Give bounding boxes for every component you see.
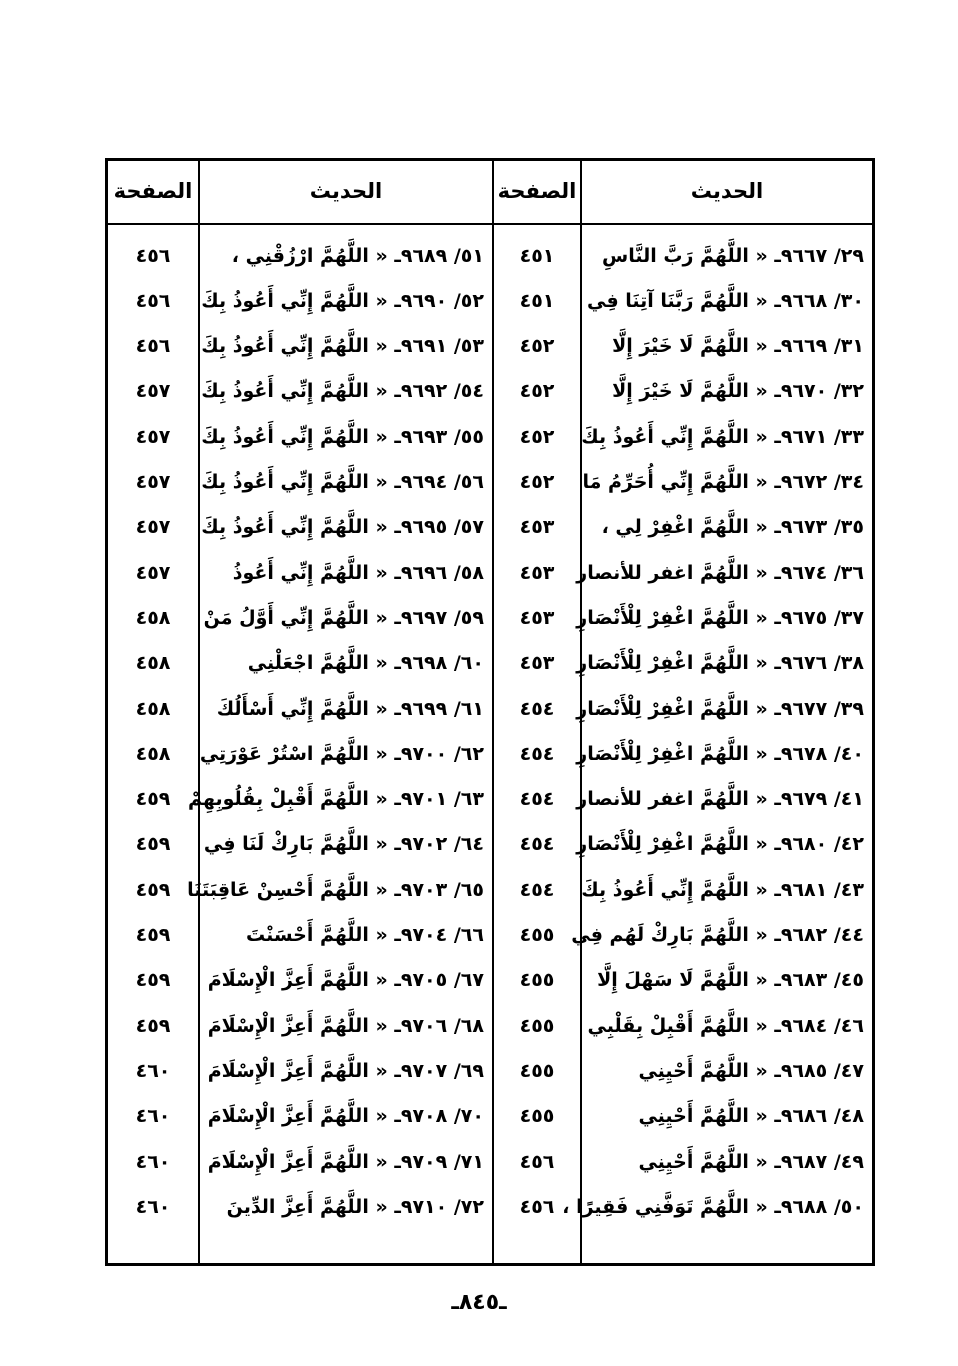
right-hadith-entry: ٣٧/ ٩٦٧٥ـ « اللَّهُمَّ اغْفِرْ لِلْأَنْصَارِ [576, 606, 864, 629]
left-hadith-entry: ٥٩/ ٩٦٩٧ـ « اللَّهُمَّ إِنِّي أَوَّلُ مَنْ [203, 606, 484, 629]
left-page-number: ٤٦٠ [135, 1059, 171, 1082]
right-hadith-entry: ٤٤/ ٩٦٨٢ـ « اللَّهُمَّ بَارِكْ لَهُم فِي [571, 924, 864, 946]
left-page-number: ٤٦٠ [135, 1105, 171, 1128]
right-page-number: ٤٥٦ [519, 1195, 555, 1218]
left-page-number: ٤٥٩ [135, 833, 171, 856]
left-page-number: ٤٥٦ [135, 244, 171, 267]
right-hadith-entry: ٣٨/ ٩٦٧٦ـ « اللَّهُمَّ اغْفِرْ لِلْأَنْصَارِ [576, 652, 864, 675]
right-page-number: ٤٥٣ [519, 516, 555, 539]
left-hadith-entry: ٦٧/ ٩٧٠٥ـ « اللَّهُمَّ أَعِزَّ الْإِسْلَامَ [207, 969, 484, 992]
left-hadith-entry: ٦٠/ ٩٦٩٨ـ « اللَّهُمَّ اجْعَلْنِي [247, 652, 484, 675]
left-hadith-entry: ٦٣/ ٩٧٠١ـ « اللَّهُمَّ أَقْبِلْ بِقُلُوبِهِمْ [188, 788, 484, 811]
right-page-number: ٤٥٥ [519, 1014, 555, 1037]
table-row [108, 1003, 872, 1048]
header-divider [108, 223, 872, 225]
right-page-number: ٤٥٥ [519, 1059, 555, 1082]
right-page-number: ٤٥٢ [519, 380, 555, 403]
right-page-number: ٤٥٣ [519, 652, 555, 675]
right-page-number: ٤٥٥ [519, 924, 555, 946]
right-hadith-entry: ٤١/ ٩٦٧٩ـ « اللَّهُمَّ اغفر للأنصار [576, 788, 864, 811]
table-row [108, 324, 872, 369]
left-page-number: ٤٦٠ [135, 1150, 171, 1173]
table-row [108, 233, 872, 278]
left-hadith-entry: ٦٤/ ٩٧٠٢ـ « اللَّهُمَّ بَارِكْ لَنَا فِي [203, 833, 484, 856]
right-hadith-entry: ٣٠/ ٩٦٦٨ـ « اللَّهُمَّ رَبَّنَا آتِنَا فِي [586, 289, 864, 312]
right-hadith-entry: ٣٣/ ٩٦٧١ـ « اللَّهُمَّ إِنِّي أَعُوذُ بِكَ [581, 425, 864, 448]
right-hadith-entry: ٣٢/ ٩٦٧٠ـ « اللَّهُمَّ لَا خَيْرَ إِلَّا [612, 380, 864, 403]
header-left-page: الصفحة [113, 179, 193, 203]
right-hadith-entry: ٤٨/ ٩٦٨٦ـ « اللَّهُمَّ أَحْيِنِي [638, 1105, 864, 1128]
left-hadith-entry: ٥٢/ ٩٦٩٠ـ « اللَّهُمَّ إِنِّي أَعُوذُ بِكَ [201, 289, 484, 312]
right-page-number: ٤٥١ [519, 289, 555, 312]
right-page-number: ٤٥٥ [519, 969, 555, 992]
right-page-number: ٤٥٥ [519, 1105, 555, 1128]
table-row [108, 414, 872, 459]
left-hadith-entry: ٧٢/ ٩٧١٠ـ « اللَّهُمَّ أَعِزَّ الدِّينَ [226, 1195, 484, 1218]
table-row [108, 641, 872, 686]
right-hadith-entry: ٥٠/ ٩٦٨٨ـ « اللَّهُمَّ تَوَفَّنِي فَقِيرًا ، [562, 1195, 864, 1218]
table-row [108, 731, 872, 776]
right-page-number: ٤٥٤ [519, 878, 555, 901]
right-hadith-entry: ٣٥/ ٩٦٧٣ـ « اللَّهُمَّ اغْفِرْ لِي ، [601, 516, 864, 539]
right-hadith-entry: ٢٩/ ٩٦٦٧ـ « اللَّهُمَّ رَبَّ النَّاسِ [601, 244, 864, 267]
table-row [108, 595, 872, 640]
left-page-number: ٤٥٨ [135, 697, 171, 720]
right-page-number: ٤٥٤ [519, 788, 555, 811]
right-page-number: ٤٥٦ [519, 1150, 555, 1173]
right-hadith-entry: ٤٢/ ٩٦٨٠ـ « اللَّهُمَّ اغْفِرْ لِلْأَنْصَارِ [576, 833, 864, 856]
table-row [108, 550, 872, 595]
right-page-number: ٤٥٤ [519, 697, 555, 720]
table-row [108, 958, 872, 1003]
left-hadith-entry: ٦٩/ ٩٧٠٧ـ « اللَّهُمَّ أَعِزَّ الْإِسْلَامَ [207, 1059, 484, 1082]
table-row [108, 1184, 872, 1229]
left-page-number: ٤٥٨ [135, 652, 171, 675]
left-page-number: ٤٥٧ [135, 380, 171, 403]
header-left-hadith: الحديث [309, 179, 383, 203]
left-page-number: ٤٥٩ [135, 1014, 171, 1037]
left-page-number: ٤٥٧ [135, 471, 171, 493]
left-hadith-entry: ٥٦/ ٩٦٩٤ـ « اللَّهُمَّ إِنِّي أَعُوذُ بِكَ [201, 471, 484, 493]
right-page-number: ٤٥١ [519, 244, 555, 267]
left-page-number: ٤٥٩ [135, 924, 171, 946]
left-hadith-entry: ٦١/ ٩٦٩٩ـ « اللَّهُمَّ إِنِّي أَسْأَلُكَ [216, 697, 484, 720]
left-page-number: ٤٥٩ [135, 969, 171, 992]
right-hadith-entry: ٣٦/ ٩٦٧٤ـ « اللَّهُمَّ اغفر للأنصار [576, 561, 864, 584]
right-page-number: ٤٥٤ [519, 742, 555, 765]
right-page-number: ٤٥٣ [519, 561, 555, 584]
right-hadith-entry: ٤٠/ ٩٦٧٨ـ « اللَّهُمَّ اغْفِرْ لِلْأَنْصَارِ [576, 742, 864, 765]
left-hadith-entry: ٥١/ ٩٦٨٩ـ « اللَّهُمَّ ارْزُقْنِي ، [231, 244, 484, 267]
left-page-number: ٤٥٩ [135, 788, 171, 811]
table-row [108, 1094, 872, 1139]
right-page-number: ٤٥٢ [519, 471, 555, 493]
left-page-number: ٤٦٠ [135, 1195, 171, 1218]
left-hadith-entry: ٥٥/ ٩٦٩٣ـ « اللَّهُمَّ إِنِّي أَعُوذُ بِكَ [201, 425, 484, 448]
index-table [105, 158, 875, 1266]
left-page-number: ٤٥٩ [135, 878, 171, 901]
right-hadith-entry: ٤٥/ ٩٦٨٣ـ « اللَّهُمَّ لَا سَهْلَ إِلَّا [597, 969, 864, 992]
right-page-number: ٤٥٢ [519, 335, 555, 358]
left-page-number: ٤٥٧ [135, 561, 171, 584]
table-row [108, 777, 872, 822]
table-row [108, 505, 872, 550]
left-hadith-entry: ٦٨/ ٩٧٠٦ـ « اللَّهُمَّ أَعِزَّ الْإِسْلَامَ [207, 1014, 484, 1037]
header-right-hadith: الحديث [690, 179, 764, 203]
left-hadith-entry: ٦٥/ ٩٧٠٣ـ « اللَّهُمَّ أَحْسِنْ عَاقِبَتَنَا [187, 878, 484, 901]
right-hadith-entry: ٤٣/ ٩٦٨١ـ « اللَّهُمَّ إِنِّي أَعُوذُ بِكَ [581, 878, 864, 901]
table-row [108, 1048, 872, 1093]
left-page-number: ٤٥٨ [135, 606, 171, 629]
right-page-number: ٤٥٢ [519, 425, 555, 448]
right-hadith-entry: ٤٩/ ٩٦٨٧ـ « اللَّهُمَّ أَحْيِنِي [638, 1150, 864, 1173]
right-page-number: ٤٥٤ [519, 833, 555, 856]
page-number: ـ٨٤٥ـ [451, 1290, 507, 1315]
left-hadith-entry: ٥٨/ ٩٦٩٦ـ « اللَّهُمَّ إِنِّي أَعُوذُ [232, 561, 484, 584]
table-row [108, 278, 872, 323]
left-page-number: ٤٥٧ [135, 425, 171, 448]
left-hadith-entry: ٦٢/ ٩٧٠٠ـ « اللَّهُمَّ اسْتُرْ عَوْرَتِي [199, 742, 484, 765]
header-right-page: الصفحة [497, 179, 577, 203]
right-hadith-entry: ٤٦/ ٩٦٨٤ـ « اللَّهُمَّ أَقْبِلْ بِقَلْبِي [587, 1014, 864, 1037]
left-hadith-entry: ٧٠/ ٩٧٠٨ـ « اللَّهُمَّ أَعِزَّ الْإِسْلَامَ [207, 1105, 484, 1128]
table-row [108, 460, 872, 505]
table-row [108, 867, 872, 912]
left-hadith-entry: ٥٧/ ٩٦٩٥ـ « اللَّهُمَّ إِنِّي أَعُوذُ بِكَ [201, 516, 484, 539]
left-page-number: ٤٥٨ [135, 742, 171, 765]
left-hadith-entry: ٥٣/ ٩٦٩١ـ « اللَّهُمَّ إِنِّي أَعُوذُ بِكَ [201, 335, 484, 358]
left-hadith-entry: ٧١/ ٩٧٠٩ـ « اللَّهُمَّ أَعِزَّ الْإِسْلَامَ [207, 1150, 484, 1173]
right-hadith-entry: ٣٤/ ٩٦٧٢ـ « اللَّهُمَّ إِنِّي أُحَرِّمُ مَا [582, 471, 864, 493]
table-row [108, 686, 872, 731]
right-hadith-entry: ٤٧/ ٩٦٨٥ـ « اللَّهُمَّ أَحْيِنِي [638, 1059, 864, 1082]
right-page-number: ٤٥٣ [519, 606, 555, 629]
table-row [108, 822, 872, 867]
left-page-number: ٤٥٦ [135, 289, 171, 312]
table-row [108, 369, 872, 414]
left-page-number: ٤٥٦ [135, 335, 171, 358]
right-hadith-entry: ٣٩/ ٩٦٧٧ـ « اللَّهُمَّ اغْفِرْ لِلْأَنْصَارِ [576, 697, 864, 720]
table-row [108, 1139, 872, 1184]
table-row [108, 913, 872, 958]
left-hadith-entry: ٦٦/ ٩٧٠٤ـ « اللَّهُمَّ أَحْسَنْتَ [245, 924, 484, 946]
left-hadith-entry: ٥٤/ ٩٦٩٢ـ « اللَّهُمَّ إِنِّي أَعُوذُ بِكَ [201, 380, 484, 403]
left-page-number: ٤٥٧ [135, 516, 171, 539]
right-hadith-entry: ٣١/ ٩٦٦٩ـ « اللَّهُمَّ لَا خَيْرَ إِلَّا [612, 335, 864, 358]
